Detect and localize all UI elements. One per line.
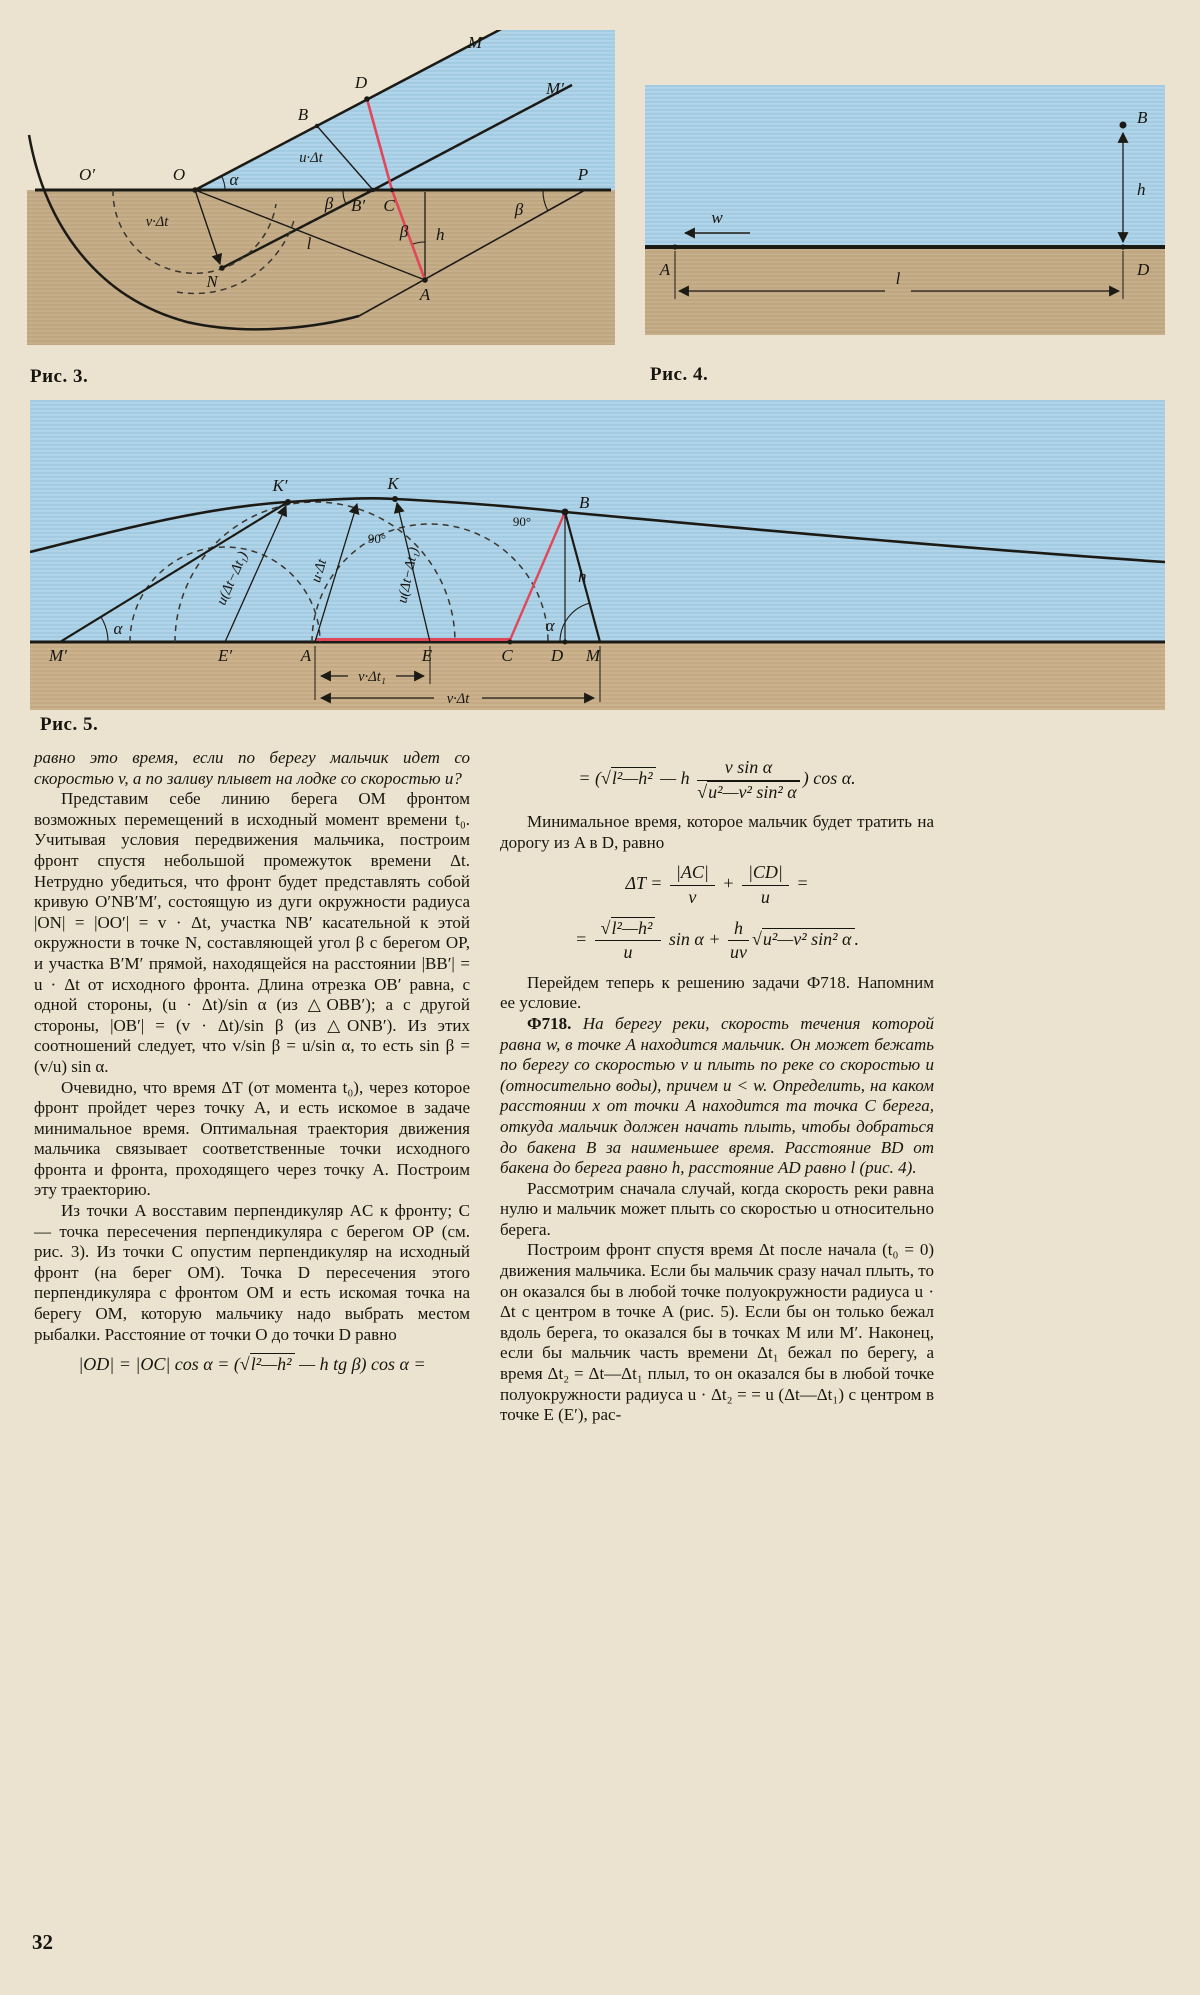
formula-part: +: [717, 873, 739, 894]
fig4-label-l: l: [895, 269, 901, 288]
paragraph-front-construction: Представим себе линию берега OM фронтом возможных перемещений в исходный момент времени t₀. Учитывая условия передвижения мальчика, построим фронт спустя небольшой промежуток времени Δt. Нетрудно убедиться, что фронт будет представлять собой кривую O′NB′M′, состоящую из дуги окружности радиуса |ON| = |OO′| = v · Δt, участка NB′ касательной к этой окружности в точке N, составляющей угол β с берегом OP, и участка B′M′ прямой, находящейся на расстоянии |BB′| = u · Δt от исходного фронта. Длина отрезка OB′ равна, с одной стороны, (u · Δt)/sin α (из △OBB′); а с другой стороны, |OB′| = (v · Δt)/sin β (из △ONB′). Из этих соотношений следует, что v/sin β = u/sin α, то есть sin β = (v/u) sin α.: [34, 789, 470, 1076]
formula-part: ) cos α.: [802, 768, 856, 789]
numerator: |CD|: [742, 862, 789, 886]
denominator: [697, 781, 800, 804]
figure-4-caption: Рис. 4.: [650, 364, 709, 385]
problem-number: Ф718.: [527, 1013, 572, 1033]
numerator: |AC|: [670, 862, 715, 886]
formula-delta-t-result: [500, 918, 934, 964]
fig5-label-90-B: 90°: [512, 514, 532, 529]
fig5-label-C: C: [501, 646, 513, 665]
sqrt-expression: [752, 928, 855, 949]
paragraph-zero-current: Рассмотрим сначала случай, когда скорость реки равна нулю и мальчик может плыть со скоростью u относительно берега.: [500, 1178, 934, 1239]
radical-sign: √: [751, 928, 762, 949]
radical-sign: √: [600, 768, 611, 789]
fig3-regions: [27, 30, 615, 345]
left-column: [34, 748, 470, 1385]
fig3-label-udt: u·Δt: [299, 150, 323, 166]
fig3-label-h: h: [436, 225, 445, 244]
sqrt-expression: [601, 767, 656, 788]
fig4-label-h: h: [1137, 180, 1146, 199]
fig3-label-O: O: [172, 165, 186, 184]
fig3-label-O-prime: O′: [79, 165, 95, 184]
fig3-label-B-prime: B′: [350, 196, 366, 215]
fig3-label-N: N: [206, 272, 218, 291]
formula-od-part-a: |OD| = |OC| cos α = (: [78, 1354, 240, 1375]
fig5-label-K-prime: K′: [272, 476, 288, 495]
figure-4: [645, 85, 1165, 335]
radicand: l²—h²: [611, 767, 656, 788]
paragraph-front-after-dt: Построим фронт спустя время Δt после начала (t₀ = 0) движения мальчика. Если бы мальчик сразу начал плыть, то он оказался бы в любой точке полуокружности радиуса u · Δt с центром в точке A (рис. 5). Если бы он только бежал вдоль берега, то оказался бы в точках M или M′. Наконец, если бы мальчик часть времени Δt₁ бежал по берегу, а время Δt₂ = Δt—Δt₁ плыл, то он оказался бы в любой точке полуокружности радиуса u · Δt₂ = = u (Δt—Δt₁) с центром в точке E (E′), рас-: [500, 1240, 934, 1425]
fig5-label-alpha-right: α: [545, 616, 555, 635]
fig3-label-vdt: v·Δt: [145, 214, 169, 230]
figure-3: [27, 30, 615, 345]
page-number: 32: [32, 1930, 53, 1954]
fig5-label-udtdt1-right: u(Δt−Δt₁): [394, 545, 422, 605]
denominator: v: [688, 886, 697, 907]
formula-part: — h: [655, 768, 695, 789]
fig5-label-D: D: [550, 646, 564, 665]
formula-part: ΔT =: [625, 873, 667, 894]
radical-sign: √: [239, 1354, 250, 1375]
figure-5-caption: Рис. 5.: [40, 714, 99, 735]
fig5-label-90-K: 90°: [367, 531, 387, 546]
problem-text: На берегу реки, скорость течения которой равна w, в точке A находится мальчик. Он может бежать по берегу со скоростью v и плыть по реке со скоростью u (относительно воды), причем u < w. Определить, на каком расстоянии x от точки A находится та точка C берега, откуда мальчик должен начать плыть, чтобы добраться до бакена B за наименьшее время. Расстояние BD от бакена до берега равно h, расстояние AD равно l (рис. 4).: [500, 1013, 934, 1178]
formula-part: .: [854, 928, 859, 949]
formula-od-continued: [500, 757, 934, 803]
formula-part: sin α +: [664, 928, 725, 949]
fig5-label-h: h: [578, 567, 587, 586]
numerator: h: [728, 918, 749, 942]
sqrt-expression: [240, 1353, 295, 1374]
denominator: u: [760, 886, 770, 907]
fraction: [697, 757, 800, 803]
fig5-label-B: B: [579, 493, 590, 512]
paragraph-perpendicular: Из точки A восставим перпендикуляр AC к фронту; C — точка пересечения перпендикуляра с берегом OP (см. рис. 3). Из точки C опустим перпендикуляр на исходный фронт (на берег OM). Точка D пересечения этого перпендикуляра с фронтом OM и есть искомая точка на берегу OM, которую мальчику надо выбрать местом рыбалки. Расстояние от точки O до точки D равно: [34, 1201, 470, 1344]
figure-3-drawing: [27, 30, 615, 345]
fraction: [670, 862, 715, 908]
fig4-label-B: B: [1137, 108, 1148, 127]
fig5-label-E: E: [421, 646, 433, 665]
fraction: [595, 918, 662, 964]
radicand: u²—v² sin² α: [762, 928, 855, 949]
fig3-label-C: C: [383, 196, 395, 215]
fig3-label-A: A: [419, 285, 431, 304]
numerator: v sin α: [697, 757, 800, 781]
fig4-regions: [645, 85, 1165, 335]
formula-part: =: [575, 928, 592, 949]
figure-3-caption: Рис. 3.: [30, 366, 89, 387]
paragraph-transition: Перейдем теперь к решению задачи Ф718. Напомним ее условие.: [500, 972, 934, 1013]
fraction: [742, 862, 789, 908]
radicand: l²—h²: [250, 1353, 295, 1374]
fig5-label-K: K: [387, 474, 399, 493]
fig5-label-E-prime: E′: [217, 646, 233, 665]
fig4-label-D: D: [1137, 260, 1150, 279]
formula-part: = (: [578, 768, 601, 789]
fig3-label-beta-left: β: [324, 194, 334, 213]
denominator: uv: [729, 942, 747, 963]
fig5-label-M: M: [585, 646, 601, 665]
fig3-label-beta-right: β: [514, 200, 524, 219]
right-column: [500, 748, 934, 1426]
formula-part: =: [791, 873, 809, 894]
paragraph-minimal-time: Очевидно, что время ΔT (от момента t₀), через которое фронт пройдет через точку A, и есть искомое в задаче минимальное время. Оптимальная траектория движения мальчика связывает соответственные точки исходного фронта и фронта, проходящего через точку A. Построим эту траекторию.: [34, 1077, 470, 1200]
fig3-label-D: D: [354, 73, 368, 92]
figure-4-drawing: [645, 85, 1165, 335]
fig4-label-A: A: [659, 260, 671, 279]
paragraph-min-time-road: Минимальное время, которое мальчик будет тратить на дорогу из A в D, равно: [500, 812, 934, 852]
paragraph-continuation: равно это время, если по берегу мальчик идет со скоростью v, а по заливу плывет на лодке со скоростью u?: [34, 748, 470, 788]
fig3-label-P: P: [577, 165, 589, 184]
numerator: [595, 918, 662, 942]
paragraph-problem-statement: [500, 1014, 934, 1179]
radical-sign: √: [600, 917, 611, 938]
fig5-label-udtdt1-left: u(Δt−Δt₁): [213, 549, 252, 608]
fig3-label-M-prime: M′: [546, 79, 564, 98]
fig3-label-beta-mid: β: [399, 222, 409, 241]
fig3-label-alpha: α: [229, 170, 239, 189]
radicand: u²—v² sin² α: [707, 781, 800, 802]
fig5-label-A: A: [300, 646, 312, 665]
fig4-label-w: w: [711, 208, 723, 227]
fig3-label-l: l: [306, 234, 312, 253]
fig5-label-vdt: v·Δt: [446, 691, 470, 707]
denominator: u: [623, 942, 633, 963]
fig5-label-alpha-left: α: [113, 619, 123, 638]
radical-sign: √: [697, 781, 708, 802]
radicand: l²—h²: [611, 917, 656, 938]
figure-5: [30, 400, 1165, 710]
fig5-label-vdt1: v·Δt₁: [358, 669, 386, 685]
fig5-label-udt: u·Δt: [308, 557, 331, 585]
formula-od: [34, 1354, 470, 1376]
fig3-label-M: M: [467, 33, 483, 52]
formula-delta-t: [500, 862, 934, 908]
fig3-label-B: B: [297, 105, 309, 124]
figure-5-drawing: [30, 400, 1165, 710]
fig5-label-M-prime: M′: [49, 646, 67, 665]
formula-od-part-b: — h tg β) cos α =: [294, 1354, 426, 1375]
fraction: [728, 918, 749, 964]
